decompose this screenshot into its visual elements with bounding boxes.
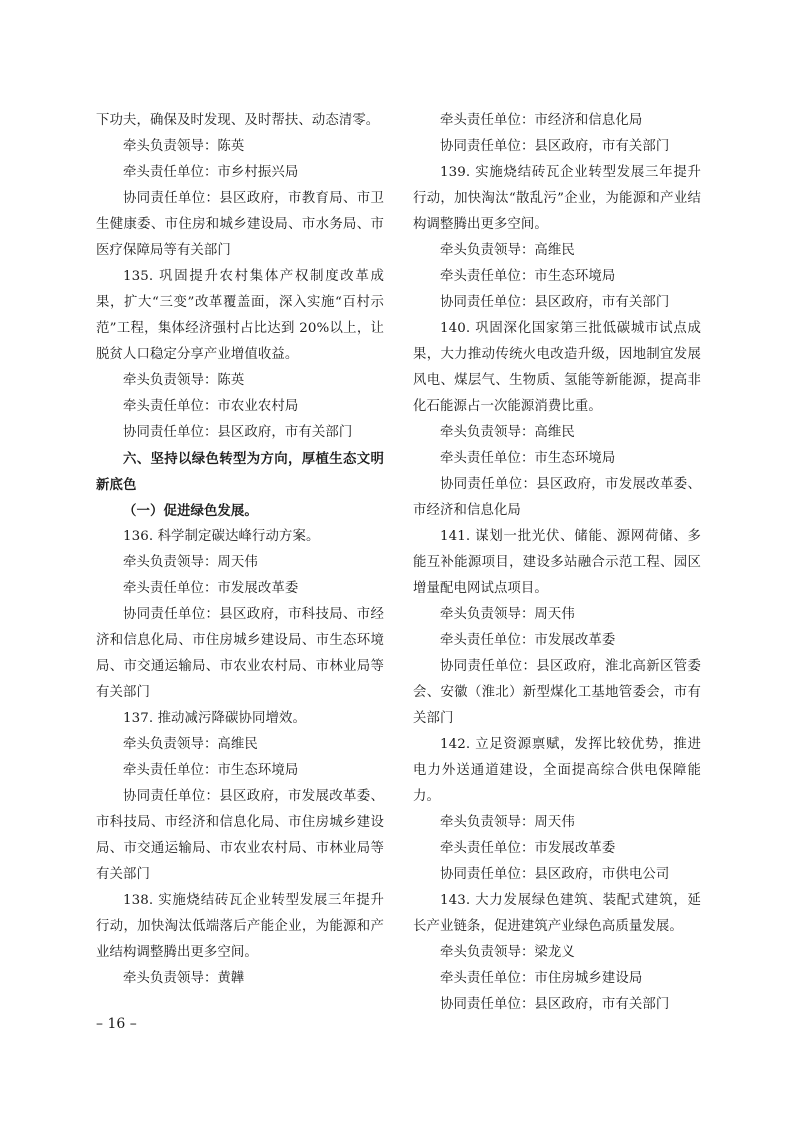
responsibility-line: 牵头责任单位：市生态环境局 — [440, 269, 616, 284]
numbered-item: 142. 立足资源禀赋，发挥比较优势，推进电力外送通道建设，全面提高综合供电保障能力。 — [413, 737, 701, 804]
responsibility-line: 协同责任单位：县区政府，市发展改革委、市科技局、市经济和信息化局、市住房城乡建设局、市交通运输局、市农业农村局、市林业局等有关部门 — [96, 789, 384, 882]
responsibility-line: 协同责任单位：县区政府，市有关部门 — [123, 425, 353, 440]
responsibility-line: 牵头负责领导：黄韡 — [123, 971, 245, 986]
section-heading: 六、坚持以绿色转型为方向，厚植生态文明新底色 — [96, 451, 384, 493]
responsibility-line: 牵头负责领导：高维民 — [440, 425, 575, 440]
responsibility-line: 牵头负责领导：梁龙义 — [440, 945, 575, 960]
responsibility-line: 协同责任单位：县区政府，市科技局、市经济和信息化局、市住房城乡建设局、市生态环境局、市交通运输局、市农业农村局、市林业局等有关部门 — [96, 607, 384, 700]
responsibility-line: 协同责任单位：县区政府，市有关部门 — [440, 139, 670, 154]
page-number: – 16 – — [96, 1016, 137, 1032]
numbered-item: 143. 大力发展绿色建筑、装配式建筑，延长产业链条，促进建筑产业绿色高质量发展。 — [413, 893, 701, 934]
responsibility-line: 协同责任单位：县区政府，市发展改革委、市经济和信息化局 — [413, 477, 701, 518]
left-column — [96, 108, 384, 992]
responsibility-line: 牵头责任单位：市乡村振兴局 — [123, 165, 299, 180]
responsibility-line: 牵头负责领导：周天伟 — [440, 607, 575, 622]
responsibility-line: 牵头负责领导：高维民 — [440, 243, 575, 258]
responsibility-line: 牵头责任单位：市发展改革委 — [123, 581, 299, 596]
responsibility-line: 牵头负责领导：陈英 — [123, 373, 245, 388]
responsibility-line: 协同责任单位：县区政府，市供电公司 — [440, 867, 670, 882]
numbered-item: 140. 巩固深化国家第三批低碳城市试点成果，大力推动传统火电改造升级，因地制宜发展风电、煤层气、生物质、氢能等新能源，提高非化石能源占一次能源消费比重。 — [413, 321, 701, 414]
responsibility-line: 协同责任单位：县区政府，市教育局、市卫生健康委、市住房和城乡建设局、市水务局、市医疗保障局等有关部门 — [96, 191, 384, 258]
numbered-item: 139. 实施烧结砖瓦企业转型发展三年提升行动，加快淘汰“散乱污”企业，为能源和产业结构调整腾出更多空间。 — [413, 165, 701, 232]
numbered-item: 136. 科学制定碳达峰行动方案。 — [123, 529, 320, 544]
subsection-heading: （一）促进绿色发展。 — [123, 503, 258, 519]
paragraph: 下功夫，确保及时发现、及时帮扶、动态清零。 — [96, 113, 380, 128]
responsibility-line: 牵头责任单位：市生态环境局 — [440, 451, 616, 466]
responsibility-line: 牵头责任单位：市农业农村局 — [123, 399, 299, 414]
right-column — [413, 108, 701, 1018]
responsibility-line: 牵头负责领导：陈英 — [123, 139, 245, 154]
responsibility-line: 协同责任单位：县区政府，市有关部门 — [440, 295, 670, 310]
responsibility-line: 协同责任单位：县区政府，淮北高新区管委会、安徽（淮北）新型煤化工基地管委会，市有关部门 — [413, 659, 701, 726]
numbered-item: 135. 巩固提升农村集体产权制度改革成果，扩大“三变”改革覆盖面，深入实施“百村示范”工程，集体经济强村占比达到 20%以上，让脱贫人口稳定分享产业增值收益。 — [96, 269, 384, 362]
responsibility-line: 牵头责任单位：市发展改革委 — [440, 841, 616, 856]
responsibility-line: 协同责任单位：县区政府，市有关部门 — [440, 997, 670, 1012]
numbered-item: 141. 谋划一批光伏、储能、源网荷储、多能互补能源项目，建设多站融合示范工程、园区增量配电网试点项目。 — [413, 529, 701, 596]
responsibility-line: 牵头责任单位：市生态环境局 — [123, 763, 299, 778]
responsibility-line: 牵头负责领导：高维民 — [123, 737, 258, 752]
responsibility-line: 牵头责任单位：市发展改革委 — [440, 633, 616, 648]
responsibility-line: 牵头负责领导：周天伟 — [440, 815, 575, 830]
numbered-item: 137. 推动减污降碳协同增效。 — [123, 711, 306, 726]
numbered-item: 138. 实施烧结砖瓦企业转型发展三年提升行动，加快淘汰低端落后产能企业，为能源和产业结构调整腾出更多空间。 — [96, 893, 384, 960]
responsibility-line: 牵头负责领导：周天伟 — [123, 555, 258, 570]
responsibility-line: 牵头责任单位：市经济和信息化局 — [440, 113, 643, 128]
responsibility-line: 牵头责任单位：市住房城乡建设局 — [440, 971, 643, 986]
